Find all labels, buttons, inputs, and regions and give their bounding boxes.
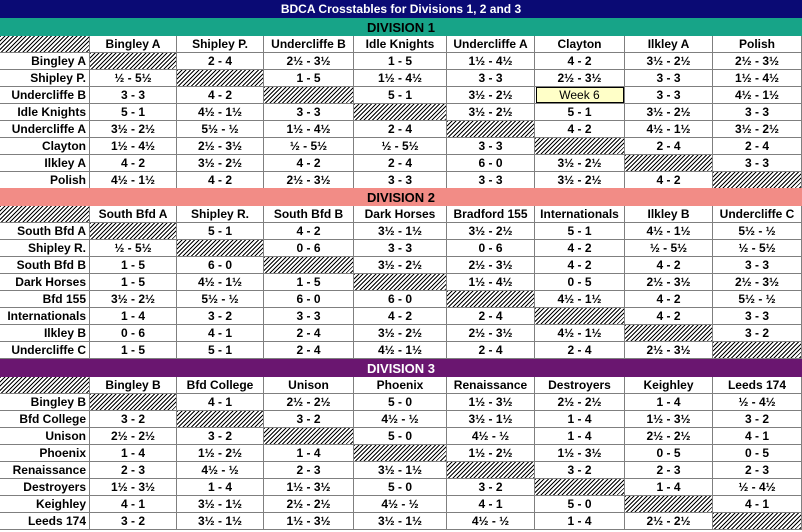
result-cell[interactable]: 4 - 2: [535, 53, 625, 70]
column-header: Shipley P.: [177, 36, 264, 53]
result-cell[interactable]: 3½ - 1½: [177, 513, 264, 530]
column-header: Unison: [264, 377, 354, 394]
column-header: Polish: [713, 36, 802, 53]
result-cell[interactable]: 3 - 2: [177, 428, 264, 445]
table-row: [0, 257, 802, 274]
self-match-cell: [177, 70, 264, 87]
table-row: [0, 53, 802, 70]
row-header: Undercliffe B: [0, 87, 90, 104]
result-cell[interactable]: 0 - 6: [90, 325, 177, 342]
table-row: [0, 223, 802, 240]
table-row: [0, 104, 802, 121]
result-cell[interactable]: 1½ - 4½: [354, 70, 447, 87]
table-row: [0, 155, 802, 172]
column-header: Undercliffe B: [264, 36, 354, 53]
column-header: Undercliffe A: [447, 36, 535, 53]
table-row: [0, 87, 802, 104]
result-cell[interactable]: 3½ - 2½: [625, 104, 713, 121]
result-cell[interactable]: 5½ - ½: [713, 291, 802, 308]
self-match-cell: [90, 223, 177, 240]
self-match-cell: [625, 496, 713, 513]
row-header: Leeds 174: [0, 513, 90, 530]
result-cell[interactable]: 4½ - ½: [447, 513, 535, 530]
result-cell[interactable]: 4½ - 1½: [354, 342, 447, 359]
result-cell[interactable]: 4 - 1: [90, 496, 177, 513]
self-match-cell: [713, 513, 802, 530]
result-cell[interactable]: 3½ - 2½: [535, 155, 625, 172]
result-cell[interactable]: 1 - 4: [535, 411, 625, 428]
result-cell[interactable]: 4 - 2: [625, 291, 713, 308]
result-cell[interactable]: 2 - 3: [625, 462, 713, 479]
result-cell[interactable]: 6 - 0: [264, 291, 354, 308]
result-cell[interactable]: 4 - 1: [177, 325, 264, 342]
result-cell[interactable]: 5½ - ½: [177, 121, 264, 138]
result-cell[interactable]: 3 - 2: [90, 513, 177, 530]
result-cell[interactable]: 4½ - 1½: [625, 223, 713, 240]
table-row: [0, 342, 802, 359]
result-cell[interactable]: 2 - 4: [447, 308, 535, 325]
result-cell[interactable]: 3 - 2: [713, 411, 802, 428]
result-cell[interactable]: 2 - 4: [264, 325, 354, 342]
self-match-cell: [713, 342, 802, 359]
result-cell[interactable]: ½ - 5½: [90, 240, 177, 257]
result-cell[interactable]: 2½ - 2½: [625, 513, 713, 530]
column-header: Undercliffe C: [713, 206, 802, 223]
row-header: Undercliffe A: [0, 121, 90, 138]
result-cell[interactable]: 2½ - 3½: [447, 257, 535, 274]
row-header: Bingley A: [0, 53, 90, 70]
result-cell[interactable]: 1½ - 3½: [447, 394, 535, 411]
table-row: [0, 240, 802, 257]
corner-cell: [0, 377, 90, 394]
self-match-cell: [625, 325, 713, 342]
result-cell[interactable]: 2 - 4: [177, 53, 264, 70]
result-cell[interactable]: 3 - 3: [354, 172, 447, 189]
self-match-cell: [535, 308, 625, 325]
column-header: South Bfd A: [90, 206, 177, 223]
table-row: [0, 479, 802, 496]
result-cell[interactable]: ½ - 4½: [713, 479, 802, 496]
result-cell[interactable]: 3½ - 1½: [354, 223, 447, 240]
result-cell[interactable]: 3 - 2: [90, 411, 177, 428]
result-cell[interactable]: 2 - 4: [264, 342, 354, 359]
result-cell[interactable]: 3½ - 2½: [713, 121, 802, 138]
self-match-cell: [90, 394, 177, 411]
table-row: [0, 411, 802, 428]
result-cell[interactable]: 2 - 4: [354, 155, 447, 172]
column-header: Ilkley B: [625, 206, 713, 223]
self-match-cell: [264, 257, 354, 274]
row-header: Ilkley B: [0, 325, 90, 342]
self-match-cell: [177, 240, 264, 257]
division-1-header: DIVISION 1: [0, 18, 802, 36]
result-cell[interactable]: 2½ - 2½: [535, 394, 625, 411]
self-match-cell: [535, 479, 625, 496]
table-row: [0, 428, 802, 445]
row-header: Keighley: [0, 496, 90, 513]
result-cell[interactable]: 4 - 2: [354, 308, 447, 325]
result-cell[interactable]: 3 - 2: [264, 411, 354, 428]
row-header: Dark Horses: [0, 274, 90, 291]
result-cell[interactable]: 1 - 4: [264, 445, 354, 462]
result-cell[interactable]: 3½ - 2½: [625, 53, 713, 70]
result-cell[interactable]: 3 - 3: [713, 155, 802, 172]
result-cell[interactable]: 1½ - 3½: [264, 479, 354, 496]
result-cell[interactable]: 3½ - 1½: [177, 496, 264, 513]
table-row: [0, 274, 802, 291]
result-cell[interactable]: 4½ - ½: [177, 462, 264, 479]
result-cell[interactable]: 1 - 4: [625, 479, 713, 496]
column-header: Keighley: [625, 377, 713, 394]
row-header: Bfd College: [0, 411, 90, 428]
result-cell[interactable]: 2 - 4: [713, 138, 802, 155]
division-1-column-headers: [0, 36, 802, 53]
result-cell[interactable]: 3 - 3: [713, 308, 802, 325]
result-cell[interactable]: 4 - 2: [177, 87, 264, 104]
result-cell[interactable]: 1½ - 2½: [177, 445, 264, 462]
result-cell[interactable]: 1½ - 3½: [625, 411, 713, 428]
result-cell[interactable]: 2 - 4: [535, 342, 625, 359]
result-cell[interactable]: 3 - 2: [713, 325, 802, 342]
table-row: [0, 462, 802, 479]
result-cell[interactable]: 4 - 2: [535, 257, 625, 274]
row-header: Unison: [0, 428, 90, 445]
result-cell[interactable]: 1½ - 4½: [713, 70, 802, 87]
result-cell[interactable]: 4 - 2: [625, 257, 713, 274]
column-header: Clayton: [535, 36, 625, 53]
corner-cell: [0, 36, 90, 53]
result-cell[interactable]: 5 - 1: [535, 104, 625, 121]
result-cell[interactable]: 4½ - 1½: [713, 87, 802, 104]
table-row: [0, 70, 802, 87]
result-cell[interactable]: 6 - 0: [354, 291, 447, 308]
result-cell[interactable]: 3½ - 2½: [447, 87, 535, 104]
result-cell[interactable]: 2½ - 3½: [713, 53, 802, 70]
result-cell[interactable]: 1½ - 3½: [90, 479, 177, 496]
result-cell[interactable]: 4½ - 1½: [625, 121, 713, 138]
result-cell[interactable]: 6 - 0: [447, 155, 535, 172]
result-cell[interactable]: 3 - 3: [354, 240, 447, 257]
result-cell[interactable]: 3 - 3: [447, 70, 535, 87]
result-cell[interactable]: 2½ - 3½: [177, 138, 264, 155]
self-match-cell: [447, 291, 535, 308]
result-cell[interactable]: 5½ - ½: [177, 291, 264, 308]
row-header: Shipley P.: [0, 70, 90, 87]
result-cell[interactable]: 3½ - 2½: [535, 172, 625, 189]
result-cell[interactable]: 4 - 1: [713, 428, 802, 445]
result-cell[interactable]: 2½ - 3½: [535, 70, 625, 87]
result-cell[interactable]: 2 - 3: [90, 462, 177, 479]
result-cell[interactable]: 3½ - 2½: [177, 155, 264, 172]
result-cell[interactable]: 3½ - 1½: [447, 411, 535, 428]
result-cell[interactable]: 5 - 1: [535, 223, 625, 240]
result-cell[interactable]: 3½ - 2½: [447, 223, 535, 240]
column-header: Bingley A: [90, 36, 177, 53]
result-cell[interactable]: 4½ - ½: [354, 496, 447, 513]
result-cell[interactable]: 0 - 5: [713, 445, 802, 462]
column-header: Dark Horses: [354, 206, 447, 223]
result-cell[interactable]: 3 - 2: [177, 308, 264, 325]
result-cell[interactable]: 1 - 5: [90, 257, 177, 274]
result-cell[interactable]: 1 - 4: [90, 445, 177, 462]
table-row: [0, 291, 802, 308]
result-cell[interactable]: 1½ - 4½: [447, 274, 535, 291]
result-cell[interactable]: 2½ - 3½: [264, 172, 354, 189]
table-row: [0, 138, 802, 155]
result-cell[interactable]: 4 - 2: [264, 223, 354, 240]
column-header: Bradford 155: [447, 206, 535, 223]
result-cell[interactable]: ½ - 5½: [713, 240, 802, 257]
table-row: [0, 121, 802, 138]
result-cell[interactable]: 6 - 0: [177, 257, 264, 274]
result-cell[interactable]: 2½ - 2½: [264, 394, 354, 411]
result-cell[interactable]: 1½ - 3½: [535, 445, 625, 462]
column-header: Leeds 174: [713, 377, 802, 394]
result-cell[interactable]: 2½ - 2½: [264, 496, 354, 513]
self-match-cell: [354, 104, 447, 121]
result-cell[interactable]: 0 - 6: [447, 240, 535, 257]
self-match-cell: [354, 274, 447, 291]
result-cell[interactable]: 4 - 2: [535, 121, 625, 138]
result-cell[interactable]: 5 - 1: [177, 342, 264, 359]
result-cell[interactable]: 1 - 4: [625, 394, 713, 411]
result-cell[interactable]: 3 - 2: [447, 479, 535, 496]
result-cell[interactable]: 3 - 3: [90, 87, 177, 104]
result-cell[interactable]: 2½ - 2½: [90, 428, 177, 445]
self-match-cell: [447, 121, 535, 138]
result-cell[interactable]: 1 - 4: [177, 479, 264, 496]
result-cell[interactable]: 5 - 1: [177, 223, 264, 240]
table-row: [0, 394, 802, 411]
result-cell[interactable]: 2½ - 3½: [625, 274, 713, 291]
result-cell[interactable]: 2 - 3: [264, 462, 354, 479]
result-cell[interactable]: 2 - 4: [625, 138, 713, 155]
result-cell[interactable]: 3 - 3: [264, 104, 354, 121]
division-3-header: DIVISION 3: [0, 359, 802, 377]
row-header: Ilkley A: [0, 155, 90, 172]
result-cell[interactable]: 3½ - 1½: [354, 462, 447, 479]
result-cell[interactable]: 2½ - 3½: [264, 53, 354, 70]
table-row: [0, 325, 802, 342]
result-cell[interactable]: 1½ - 3½: [264, 513, 354, 530]
result-cell[interactable]: ½ - 5½: [354, 138, 447, 155]
self-match-cell: [354, 445, 447, 462]
table-row: [0, 445, 802, 462]
result-cell[interactable]: 3 - 3: [447, 172, 535, 189]
result-cell[interactable]: 1 - 5: [90, 274, 177, 291]
result-cell[interactable]: 4 - 2: [177, 172, 264, 189]
result-cell[interactable]: 1½ - 4½: [447, 53, 535, 70]
sheet-title: BDCA Crosstables for Divisions 1, 2 and 3: [0, 0, 802, 18]
result-cell[interactable]: 5 - 1: [354, 87, 447, 104]
result-cell[interactable]: 3 - 3: [264, 308, 354, 325]
result-cell[interactable]: 3½ - 2½: [447, 104, 535, 121]
row-header: Destroyers: [0, 479, 90, 496]
result-cell[interactable]: 3½ - 2½: [354, 257, 447, 274]
column-header: Destroyers: [535, 377, 625, 394]
column-header: Ilkley A: [625, 36, 713, 53]
result-cell[interactable]: 5 - 0: [354, 428, 447, 445]
self-match-cell: [90, 53, 177, 70]
result-cell[interactable]: 5 - 0: [354, 394, 447, 411]
division-3-column-headers: [0, 377, 802, 394]
result-cell[interactable]: 2 - 3: [713, 462, 802, 479]
result-cell[interactable]: 4 - 2: [535, 240, 625, 257]
column-header: Internationals: [535, 206, 625, 223]
result-cell[interactable]: 4 - 1: [447, 496, 535, 513]
row-header: Internationals: [0, 308, 90, 325]
result-cell[interactable]: 1 - 4: [535, 513, 625, 530]
result-cell[interactable]: 4½ - 1½: [535, 291, 625, 308]
column-header: Bfd College: [177, 377, 264, 394]
row-header: Polish: [0, 172, 90, 189]
table-row: [0, 513, 802, 530]
division-2-header: DIVISION 2: [0, 188, 802, 206]
row-header: South Bfd B: [0, 257, 90, 274]
result-cell[interactable]: 3 - 3: [713, 257, 802, 274]
result-cell[interactable]: 4½ - 1½: [177, 274, 264, 291]
row-header: Bingley B: [0, 394, 90, 411]
self-match-cell: [625, 155, 713, 172]
column-header: Phoenix: [354, 377, 447, 394]
result-cell[interactable]: 5 - 1: [90, 104, 177, 121]
result-cell[interactable]: 1 - 5: [264, 70, 354, 87]
selected-cell[interactable]: Week 6: [536, 87, 624, 103]
row-header: Phoenix: [0, 445, 90, 462]
result-cell[interactable]: 1 - 5: [354, 53, 447, 70]
result-cell[interactable]: 5 - 0: [535, 496, 625, 513]
table-row: [0, 172, 802, 189]
result-cell[interactable]: ½ - 4½: [713, 394, 802, 411]
result-cell[interactable]: 2½ - 2½: [625, 428, 713, 445]
result-cell[interactable]: 0 - 5: [625, 445, 713, 462]
row-header: Renaissance: [0, 462, 90, 479]
table-row: [0, 496, 802, 513]
result-cell[interactable]: 5 - 0: [354, 479, 447, 496]
result-cell[interactable]: 5½ - ½: [713, 223, 802, 240]
result-cell[interactable]: 3½ - 2½: [354, 325, 447, 342]
result-cell[interactable]: [535, 87, 625, 104]
result-cell[interactable]: 3 - 2: [535, 462, 625, 479]
division-2-column-headers: [0, 206, 802, 223]
column-header: Shipley R.: [177, 206, 264, 223]
result-cell[interactable]: ½ - 5½: [90, 70, 177, 87]
result-cell[interactable]: 4 - 2: [264, 155, 354, 172]
result-cell[interactable]: 3½ - 1½: [354, 513, 447, 530]
result-cell[interactable]: 2½ - 3½: [625, 342, 713, 359]
row-header: Shipley R.: [0, 240, 90, 257]
self-match-cell: [177, 411, 264, 428]
result-cell[interactable]: 3 - 3: [447, 138, 535, 155]
result-cell[interactable]: 4 - 2: [90, 155, 177, 172]
result-cell[interactable]: 3 - 3: [713, 104, 802, 121]
result-cell[interactable]: 0 - 5: [535, 274, 625, 291]
column-header: Idle Knights: [354, 36, 447, 53]
result-cell[interactable]: 1½ - 4½: [90, 138, 177, 155]
result-cell[interactable]: 1 - 4: [535, 428, 625, 445]
result-cell[interactable]: 4½ - 1½: [535, 325, 625, 342]
corner-cell: [0, 206, 90, 223]
result-cell[interactable]: 4½ - ½: [447, 428, 535, 445]
result-cell[interactable]: 1 - 5: [90, 342, 177, 359]
result-cell[interactable]: 2 - 4: [354, 121, 447, 138]
result-cell[interactable]: 4 - 1: [177, 394, 264, 411]
column-header: Renaissance: [447, 377, 535, 394]
result-cell[interactable]: 3½ - 2½: [90, 291, 177, 308]
self-match-cell: [447, 462, 535, 479]
result-cell[interactable]: 2½ - 3½: [713, 274, 802, 291]
result-cell[interactable]: 0 - 6: [264, 240, 354, 257]
result-cell[interactable]: ½ - 5½: [264, 138, 354, 155]
self-match-cell: [264, 428, 354, 445]
column-header: South Bfd B: [264, 206, 354, 223]
result-cell[interactable]: 3½ - 2½: [90, 121, 177, 138]
result-cell[interactable]: 2 - 4: [447, 342, 535, 359]
row-header: Idle Knights: [0, 104, 90, 121]
result-cell[interactable]: 4½ - 1½: [177, 104, 264, 121]
result-cell[interactable]: 2½ - 3½: [447, 325, 535, 342]
result-cell[interactable]: 4½ - ½: [354, 411, 447, 428]
result-cell[interactable]: ½ - 5½: [625, 240, 713, 257]
result-cell[interactable]: 3 - 3: [625, 87, 713, 104]
self-match-cell: [264, 87, 354, 104]
result-cell[interactable]: 4 - 1: [713, 496, 802, 513]
row-header: Bfd 155: [0, 291, 90, 308]
result-cell[interactable]: 1 - 5: [264, 274, 354, 291]
row-header: Clayton: [0, 138, 90, 155]
result-cell[interactable]: 4½ - 1½: [90, 172, 177, 189]
result-cell[interactable]: 1½ - 4½: [264, 121, 354, 138]
result-cell[interactable]: 4 - 2: [625, 172, 713, 189]
column-header: Bingley B: [90, 377, 177, 394]
table-row: [0, 308, 802, 325]
row-header: South Bfd A: [0, 223, 90, 240]
result-cell[interactable]: 1 - 4: [90, 308, 177, 325]
result-cell[interactable]: 3 - 3: [625, 70, 713, 87]
result-cell[interactable]: 4 - 2: [625, 308, 713, 325]
self-match-cell: [535, 138, 625, 155]
result-cell[interactable]: 1½ - 2½: [447, 445, 535, 462]
row-header: Undercliffe C: [0, 342, 90, 359]
self-match-cell: [713, 172, 802, 189]
